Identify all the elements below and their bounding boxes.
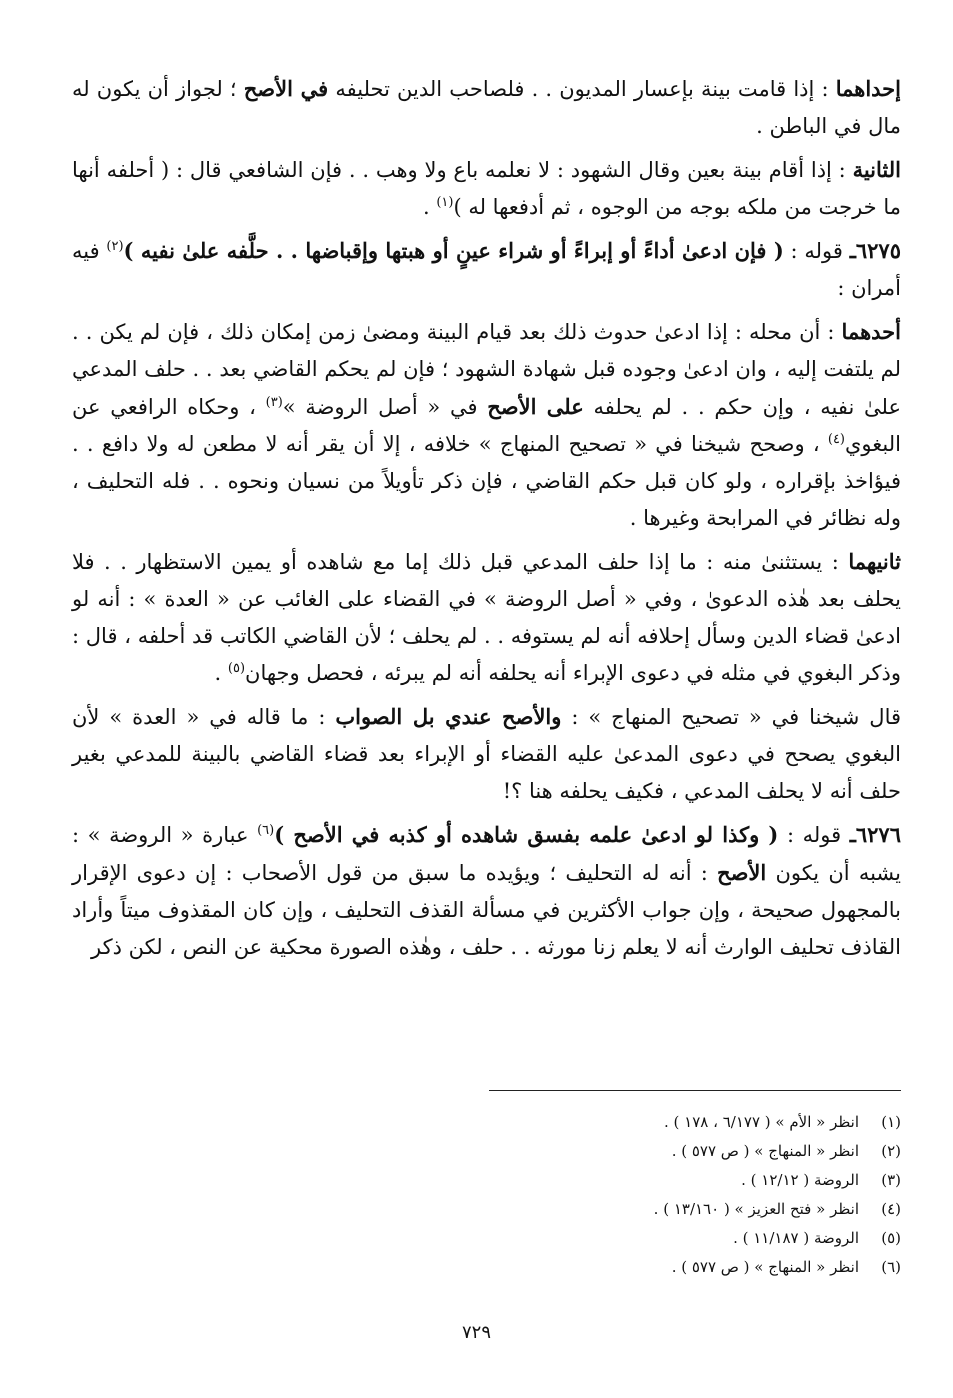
footnote-item: (٢) انظر « المنهاج » ( ص ٥٧٧ ) .	[671, 1142, 901, 1160]
footnote-item: (١) انظر « الأم » ( ٦/١٧٧ ، ١٧٨ ) .	[664, 1113, 901, 1131]
paragraph-lead: أحدهما	[841, 319, 901, 344]
footnote-item: (٥) الروضة ( ١١/١٨٧ ) .	[733, 1229, 901, 1247]
footnote-ref: (١)	[436, 195, 454, 210]
paragraph-1: إحداهما : إذا قامت بينة بإعسار المديون . . فلصاحب الدين تحليفه في الأصح ؛ لجواز أن يكون له مال في الباطن .	[72, 76, 901, 138]
paragraph-4: أحدهما : أن محله : إذا ادعىٰ حدوث ذلك بعد قيام البينة ومضىٰ زمن إمكان ذلك ، فإن لم يكن . . لم يلتفت إليه ، وان ادعىٰ وجوده قبل شهادة الشهود ؛ فإن لم يحكم القاضي بعد . . حلف المدعي علىٰ نفيه ، وإن حكم . . لم يحلفه على الأصح في « أصل الروضة »$^{(٣)}$ ، وحكاه الرافعي عن البغوي$^{(٤)}$ ، وصحح شيخنا في « تصحيح المنهاج » خلافه ، إلا أن يقر أنه لا مطعن له ولا دافع . . فيؤاخذ بإقراره ، ولو كان قبل حكم القاضي ، فإن ذكر تأويلاً من نسيان ونحوه . . فله التحليف ، وله نظائر في المرابحة وغيرها .	[72, 319, 901, 530]
paragraph-2: الثانية : إذا أقام بينة بعين وقال الشهود : لا نعلمه باع ولا وهب . . فإن الشافعي قال : ( أحلفه أنها ما خرجت من ملكه بوجه من الوجوه ، ثم أدفعها له )$^{(١)}$ .	[72, 157, 901, 219]
footnote-ref: (٤)	[827, 432, 845, 447]
paragraph-lead: ثانيهما	[848, 549, 901, 574]
paragraph-5: ثانيهما : يستثنىٰ منه : ما إذا حلف المدعي قبل ذلك إما مع شاهده أو يمين الاستظهار . . فلا يحلف بعد هٰذه الدعوىٰ ، وفي « أصل الروضة » في القضاء على الغائب عن « العدة » : أنه لو ادعىٰ قضاء الدين وسأل إحلافه أنه لم يستوفه . . لم يحلف ؛ لأن القاضي الكاتب قد أحلفه ، قال : وذكر البغوي في مثله في دعوى الإبراء أنه يحلفه أنه لم يبرئه ، فحصل وجهان$^{(٥)}$ .	[72, 549, 901, 685]
footnote-item: (٣) الروضة ( ١٢/١٢ ) .	[741, 1171, 901, 1189]
footnote-item: (٦) انظر « المنهاج » ( ص ٥٧٧ ) .	[671, 1258, 901, 1276]
entry-number: ٦٢٧٥ـ	[849, 238, 901, 263]
footnote-ref: (٢)	[106, 239, 124, 254]
footnote-ref: (٦)	[257, 823, 275, 838]
paragraph-7: ٦٢٧٦ـ قوله : ( وكذا لو ادعىٰ علمه بفسق شاهده أو كذبه في الأصح )$^{(٦)}$ عبارة « الروضة » : يشبه أن يكون الأصح : أنه له التحليف ؛ ويؤيده ما سبق من قول الأصحاب : إن دعوى الإقرار بالمجهول صحيحة ، وإن جواب الأكثرين في مسألة القذف التحليف ، وإن كان المقذوف ميتاً وأراد القاذف تحليف الوارث أنه لا يعلم زنا مورثه . . حلف ، وهٰذه الصورة محكية عن النص ، لكن ذكر	[72, 822, 901, 959]
entry-number: ٦٢٧٦ـ	[849, 822, 901, 847]
paragraph-6: قال شيخنا في « تصحيح المنهاج » : والأصح عندي بل الصواب : ما قاله في « العدة » لأن البغوي يصحح في دعوى المدعىٰ عليه القضاء أو الإبراء بعد قضاء القاضي بالبينة للمدعي بغير حلف أنه لا يحلف المدعي ، فكيف يحلفه هنا ؟!	[72, 704, 902, 803]
footnote-item: (٤) انظر « فتح العزيز » ( ١٣/١٦٠ ) .	[653, 1200, 901, 1218]
footnote-ref: (٥)	[227, 661, 246, 676]
main-text	[72, 70, 901, 972]
footnotes	[301, 1108, 901, 1282]
footnote-divider	[489, 1090, 901, 1091]
paragraph-lead: إحداهما	[835, 76, 901, 101]
paragraph-3: ٦٢٧٥ـ قوله : ( فإن ادعىٰ أداءً أو إبراءً أو شراء عينٍ أو هبتها وإقباضها . . حلَّفه علىٰ نفيه )$^{(٢)}$ فيه أمران :	[72, 238, 901, 300]
footnote-ref: (٣)	[265, 395, 283, 410]
page-number: ٧٢٩	[461, 1322, 491, 1343]
paragraph-lead: الثانية	[852, 157, 901, 182]
